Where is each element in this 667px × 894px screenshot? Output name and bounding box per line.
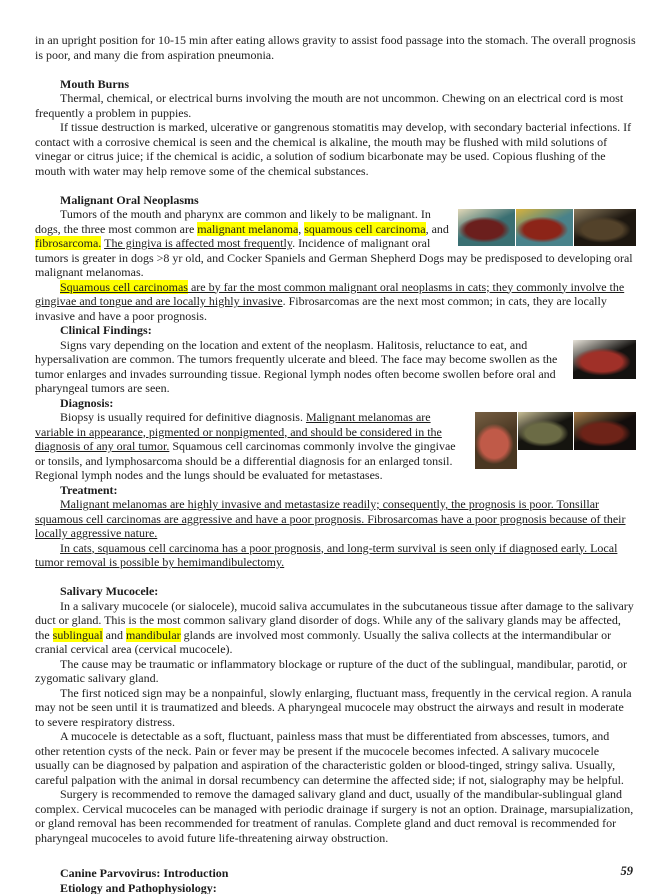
oral-cavity-dark-photo <box>518 412 573 450</box>
section-heading-text: Canine Parvovirus: Introduction <box>60 866 229 880</box>
paragraph-mucocele-2 <box>35 657 636 686</box>
text-run: Biopsy is usually required for definitive diagnosis. <box>60 410 306 424</box>
paragraph-oral-neoplasms-dogs <box>35 207 636 280</box>
paragraph-clinical-findings <box>35 338 636 396</box>
highlighted-underlined-text: Squamous cell carcinomas <box>60 279 188 294</box>
paragraph-mucocele-1 <box>35 599 636 657</box>
text-run: In a salivary mucocele (or sialocele), mucoid saliva accumulates in the subcutaneous tissue after damage to the salivary duct or gland. This is the most common salivary gland disorder of dogs. While any of the salivary glands may be affected, the <box>35 598 634 642</box>
highlighted-text: malignant melanoma <box>197 221 299 236</box>
heading-malignant-oral-neoplasms <box>35 193 636 208</box>
text-run: The first noticed sign may be a nonpainful, slowly enlarging, fluctuant mass, frequently in the cervical region. A ranula may not be seen until it is traumatized and bleeds. A pharyngeal mucocele may obstruct the airways and result in moderate to severe respiratory distress. <box>35 685 632 729</box>
highlighted-text: sublingual <box>52 627 103 642</box>
heading-salivary-mucocele <box>35 584 636 599</box>
underlined-text: In cats, squamous cell carcinoma has a poor prognosis, and long-term survival is seen only if diagnosed early. Local tumor removal is possible by hemimandibulectomy. <box>35 540 618 569</box>
text-run: A mucocele is detectable as a soft, fluctuant, painless mass that must be differentiated from abscesses, tumors, and other retention cysts of the neck. Pain or fever may be present if the mucocele becomes infected. A salivary mucocele usually can be diagnosed by palpation and aspiration of the characteristic golden or blood-tinged, stringy saliva. Usually, careful palpation with the animal in dorsal recumbency can determine the affected side; if not, sialography may be helpful. <box>35 729 624 787</box>
paragraph-treatment-1 <box>35 497 636 541</box>
heading-canine-parvovirus-introduction <box>35 863 636 881</box>
page-number: 59 <box>620 863 633 878</box>
section-heading-text: Treatment: <box>60 482 118 497</box>
paragraph-mucocele-3 <box>35 686 636 730</box>
paragraph-mucocele-4 <box>35 729 636 787</box>
paragraph-oral-neoplasms-cats <box>35 280 636 324</box>
heading-clinical-findings <box>35 323 636 338</box>
heading-treatment <box>35 483 636 498</box>
underlined-text: Malignant melanomas are variable in appearance, pigmented or nonpigmented, and should be considered in the diagnosis of any oral tumor. <box>35 410 442 453</box>
cat-oral-scc-photo <box>573 340 636 379</box>
oral-melanoma-photo-3 <box>574 209 636 246</box>
heading-etiology-pathophysiology <box>35 881 636 894</box>
oral-tumor-photo-row <box>458 209 636 246</box>
text-run: . Incidence of malignant oral tumors is greater in dogs >8 yr old, and Cocker Spaniels and German Shepherd Dogs may be predisposed to developing oral malignant melanomas. <box>35 236 633 279</box>
text-run: in an upright position for 10-15 min after eating allows gravity to assist food passage into the stomach. The overall prognosis is poor, and many die from aspiration pneumonia. <box>35 33 636 62</box>
paragraph-mouth-burns-2 <box>35 120 636 178</box>
text-run: , <box>298 221 305 236</box>
section-heading-text: Malignant Oral Neoplasms <box>60 192 199 207</box>
paragraph-treatment-2 <box>35 541 636 570</box>
highlighted-text: mandibular <box>126 627 181 642</box>
document-body <box>35 33 636 894</box>
heading-diagnosis <box>35 396 636 411</box>
underlined-text: Malignant melanomas are highly invasive and metastasize readily; consequently, the prognosis is poor. Tonsillar squamous cell carcinomas are aggressive and have a poor prognosis. Fibrosarcomas have a poor prognosis because of their locally aggressive nature. <box>35 497 626 540</box>
paragraph-mouth-burns-1 <box>35 91 636 120</box>
section-heading-text: Etiology and Pathophysiology: <box>60 880 217 894</box>
text-run: , and <box>425 221 449 236</box>
diagnosis-photo-row <box>475 412 636 469</box>
text-run: and <box>102 627 126 642</box>
underlined-text: are by far the most common malignant oral neoplasms in cats; they commonly involve the gingivae and tongue and are locally highly invasive <box>35 279 625 308</box>
paragraph-megaesophagus-continuation <box>35 33 636 62</box>
section-heading-text: Mouth Burns <box>60 76 130 91</box>
pigmented-mass-photo <box>574 412 636 450</box>
highlighted-text: fibrosarcoma. <box>35 236 102 250</box>
text-run: glands are involved most commonly. Usually the saliva collects at the intermandibular or cranial cervical area (cervical mucocele). <box>35 627 612 656</box>
text-run: The cause may be traumatic or inflammatory blockage or rupture of the duct of the sublingual, mandibular, parotid, or zygomatic salivary gland. <box>35 656 627 685</box>
oral-melanoma-photo-1 <box>458 209 515 246</box>
text-run: . Fibrosarcomas are the next most common; in cats, they are locally invasive and have a poor prognosis. <box>35 294 607 323</box>
text-run: Tumors of the mouth and pharynx are common and likely to be malignant. In dogs, the three most common are <box>35 207 431 236</box>
text-run: If tissue destruction is marked, ulcerative or gangrenous stomatitis may develop, with secondary bacterial infections. If contact with a corrosive chemical is seen and the chemical is alkaline, the mouth may be flushed with mild solutions of vinegar or citrus juice; if the chemical is acidic, a solution of sodium bicarbonate may be used. Copious flushing of the mouth with water may help remove some of the chemical substances. <box>35 120 632 178</box>
dog-oral-melanoma-photo <box>475 412 517 469</box>
paragraph-diagnosis <box>35 410 636 483</box>
text-run: Surgery is recommended to remove the damaged salivary gland and duct, usually of the mandibular-sublingual gland complex. Cervical mucoceles can be managed with periodic drainage if surgery is not an option. Drainage, marsupialization, or gland removal has been recommended for treatment of ranulas. Complete gland and duct removal is recommended for pharyngeal mucoceles to avoid future life-threatening airway obstruction. <box>35 787 634 845</box>
text-run: Thermal, chemical, or electrical burns involving the mouth are not uncommon. Chewing on an electrical cord is most frequently a problem in puppies. <box>35 91 624 120</box>
text-run: Squamous cell carcinomas commonly involve the gingivae or tonsils, and lymphosarcoma should be a differential diagnosis for an enlarged tonsil. Regional lymph nodes and the lungs should be evaluated for metastases. <box>35 439 456 482</box>
section-heading-text: Salivary Mucocele: <box>60 584 159 598</box>
highlighted-text: squamous cell carcinoma <box>304 221 426 236</box>
cat-oral-tumor-figure <box>573 340 636 379</box>
oral-melanoma-photo-2 <box>516 209 573 246</box>
heading-mouth-burns <box>35 77 636 92</box>
underlined-text: The gingiva is affected most frequently <box>104 236 293 250</box>
section-heading-text: Diagnosis: <box>60 395 114 410</box>
section-heading-text: Clinical Findings: <box>60 323 152 337</box>
text-run: Signs vary depending on the location and extent of the neoplasm. Halitosis, reluctance to eat, and hypersalivation are common. The tumors frequently ulcerate and bleed. The face may become swollen as the tumor enlarges and invades surrounding tissue. Regional lymph nodes often become swollen before oral and pharyngeal tumors are seen. <box>35 337 558 395</box>
paragraph-mucocele-5 <box>35 787 636 845</box>
